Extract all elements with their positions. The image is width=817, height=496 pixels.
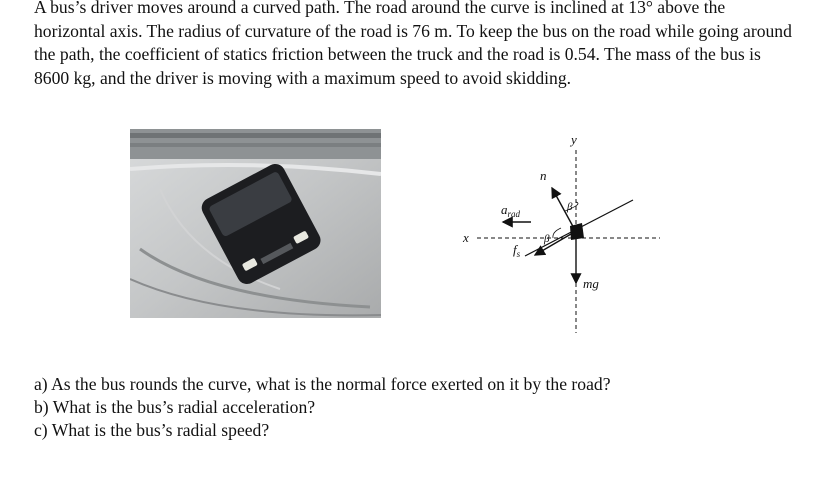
question-c: c) What is the bus’s radial speed? — [34, 420, 270, 440]
problem-statement: A bus’s driver moves around a curved path. The road around the curve is inclined at 13° above the horizontal axis. The radius of curvature of the road is 76 m. To keep the bus on the road while going around the path, the coefficient of statics friction between the truck and the road is 0.54. The mass of the bus is 8600 kg, and the driver is moving with a maximum speed to avoid skidding. — [34, 0, 792, 88]
beta-label-upper: β — [567, 201, 573, 213]
y-axis-label: y — [571, 132, 577, 147]
question-a: a) As the bus rounds the curve, what is the normal force exerted on it by the road? — [34, 374, 611, 394]
beta-label-lower: β — [544, 233, 550, 245]
free-body-diagram — [455, 128, 660, 333]
questions-list — [34, 373, 794, 442]
x-axis-label: x — [463, 230, 469, 245]
bus-on-banked-curve-photo — [130, 129, 381, 318]
weight-label: mg — [583, 276, 599, 291]
question-b: b) What is the bus’s radial acceleration? — [34, 397, 316, 417]
bus-point — [570, 223, 584, 240]
friction-label: $f_s$ — [513, 242, 521, 259]
beta-angle-arc-lower — [553, 228, 561, 238]
normal-force-label: n — [540, 168, 547, 183]
bus-photo-drawing — [130, 129, 381, 318]
radial-acceleration-label: $a_{rad}$ — [501, 202, 521, 219]
